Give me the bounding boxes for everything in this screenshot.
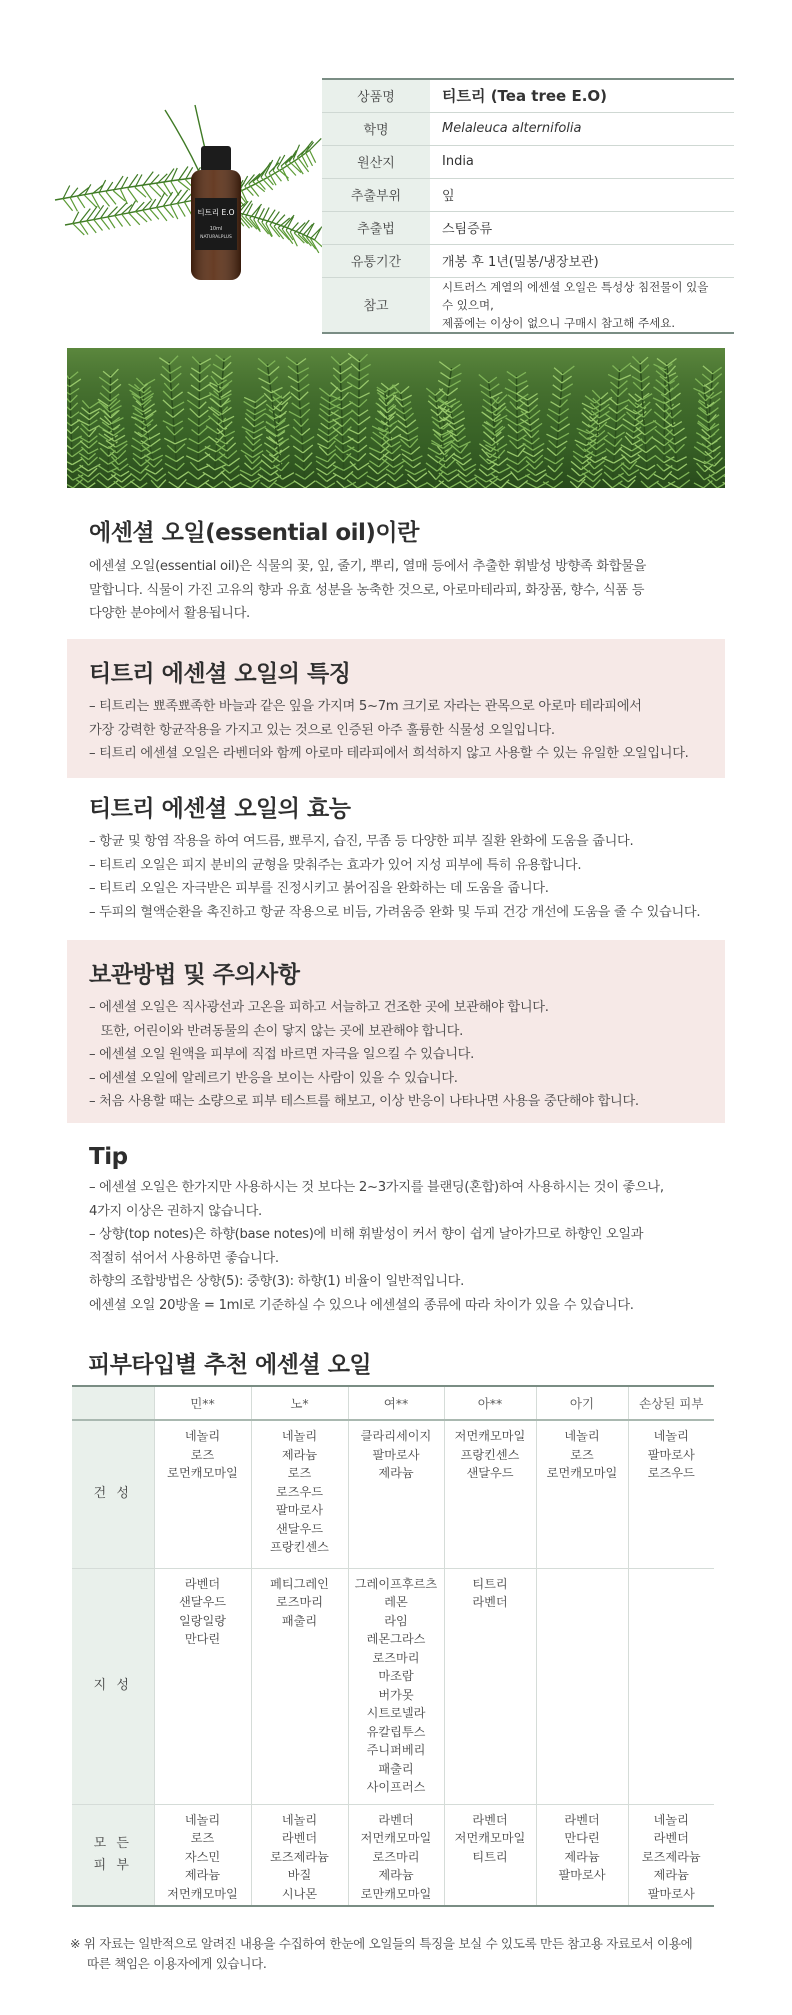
section-text-line: 하향의 조합방법은 상향(5): 중향(3): 하향(1) 비율이 일반적입니다. [89, 1274, 464, 1289]
oil-list-cell [536, 1804, 628, 1906]
info-label: 상품명 [322, 79, 430, 112]
oil-name: 제라늄 [378, 1868, 414, 1882]
oil-name: 일랑일랑 [178, 1613, 227, 1628]
bottle-label-name: 티트리 E.O [197, 208, 235, 217]
needle [301, 155, 307, 168]
oil-name: 프랑킨센스 [270, 1540, 329, 1554]
section-title: 티트리 에센셜 오일의 특징 [89, 661, 351, 687]
needle [121, 190, 128, 204]
info-value: 잎 [430, 178, 734, 211]
column-header: 민** [154, 1386, 251, 1420]
needle [106, 192, 116, 204]
needle [128, 189, 138, 203]
oil-list-cell [536, 1568, 628, 1804]
needle [85, 195, 97, 207]
section-text-line: – 상향(top notes)은 하향(base notes)에 비해 휘발성이 커서 향이 쉽게 날아가므로 하향인 오일과 [89, 1227, 644, 1242]
oil-name: 저먼캐모마일 [454, 1429, 526, 1443]
oil-list-cell [251, 1420, 348, 1568]
oil-name: 티트리 [472, 1849, 508, 1864]
info-row-shelf-life [322, 244, 734, 277]
needle [290, 232, 297, 246]
oil-name: 제라늄 [378, 1466, 414, 1480]
oil-name: 네놀리 [184, 1812, 221, 1827]
section-text-line: – 티트리는 뾰족뾰족한 바늘과 같은 잎을 가지며 5~7m 크기로 자라는 관목으로 아로마 테라피에서 [89, 699, 642, 714]
oil-name: 네놀리 [184, 1429, 221, 1443]
info-row-product-name [322, 79, 734, 112]
needle [265, 160, 273, 175]
oil-list-cell [536, 1420, 628, 1568]
needle [87, 221, 97, 233]
oil-name: 로즈우드 [275, 1484, 324, 1499]
row-header-cell [72, 1420, 154, 1568]
oil-name: 로즈 [190, 1447, 215, 1462]
oil-name: 팔마로사 [372, 1447, 420, 1462]
info-value: 개봉 후 1년(밀봉/냉장보관) [430, 244, 734, 277]
note-line: 제품에는 이상이 없으니 구매시 참고해 주세요. [442, 315, 676, 330]
needle [108, 217, 115, 228]
section-title: 티트리 에센셜 오일의 효능 [89, 796, 351, 822]
needle [311, 229, 321, 239]
section-text-line: 또한, 어린이와 반려동물의 손이 닿지 않는 곳에 보관해야 합니다. [89, 1023, 464, 1039]
oil-list-cell [154, 1568, 251, 1804]
info-label: 추출법 [322, 211, 430, 244]
info-row-extraction-method [322, 211, 734, 244]
info-row-origin [322, 145, 734, 178]
oil-name: 라임 [384, 1613, 408, 1628]
oil-name: 샌달우드 [275, 1521, 324, 1536]
section-text-line: – 에센셜 오일에 알레르기 반응을 보이는 사람이 있을 수 있습니다. [89, 1070, 458, 1086]
oil-name: 패출리 [281, 1613, 318, 1628]
oil-name: 로즈마리 [275, 1595, 324, 1609]
needle [149, 209, 158, 220]
oil-name: 로먼캐모마일 [167, 1466, 238, 1480]
oil-name: 제라늄 [653, 1868, 689, 1882]
oil-name: 로즈 [570, 1447, 594, 1462]
oil-name: 저먼캐모마일 [454, 1831, 526, 1845]
section-text-line: 적절히 섞어서 사용하면 좋습니다. [89, 1250, 279, 1266]
section-storage [67, 940, 725, 1123]
skin-type-table [72, 1385, 714, 1907]
oil-name: 네놀리 [653, 1429, 689, 1443]
oil-name: 라벤더 [653, 1831, 689, 1845]
row-header-label: 지 성 [93, 1678, 132, 1693]
oil-name: 로즈마리 [372, 1650, 420, 1665]
oil-name: 레몬 [384, 1595, 408, 1609]
section-features [67, 639, 725, 778]
oil-list-cell [444, 1568, 536, 1804]
oil-name: 라벤더 [184, 1576, 221, 1591]
oil-name: 네놀리 [281, 1812, 318, 1827]
info-row-extraction-part [322, 178, 734, 211]
oil-list-cell [628, 1420, 714, 1568]
oil-name: 네놀리 [564, 1429, 600, 1443]
section-text-line: 4가지 이상은 권하지 않습니다. [89, 1203, 262, 1219]
oil-name: 바질 [287, 1868, 312, 1882]
oil-name: 네놀리 [653, 1812, 689, 1827]
oil-list-cell [348, 1568, 444, 1804]
oil-name: 제라늄 [281, 1447, 318, 1462]
oil-list-cell [154, 1804, 251, 1906]
column-header: 손상된 피부 [628, 1386, 714, 1420]
oil-list-cell [348, 1804, 444, 1906]
oil-name: 클라리세이지 [360, 1429, 432, 1443]
needle [142, 186, 152, 200]
oil-name: 시나몬 [281, 1886, 318, 1901]
section-title: 에센셜 오일(essential oil)이란 [89, 520, 419, 546]
section-title: Tip [89, 1144, 128, 1170]
needle [80, 222, 88, 234]
oil-list-cell [348, 1420, 444, 1568]
tea-tree-banner-image [67, 348, 725, 488]
oil-name: 자스민 [184, 1849, 221, 1864]
skin-type-row [72, 1804, 714, 1906]
oil-name: 라벤더 [564, 1812, 600, 1827]
oil-name: 라벤더 [281, 1831, 318, 1845]
oil-name: 제라늄 [184, 1868, 221, 1882]
column-header: 아기 [536, 1386, 628, 1420]
oil-list-cell [251, 1804, 348, 1906]
oil-name: 티트리 [472, 1576, 508, 1591]
needle [293, 145, 299, 160]
column-header: 아** [444, 1386, 536, 1420]
oil-name: 로만캐모마일 [360, 1886, 432, 1901]
oil-name: 로즈우드 [647, 1466, 695, 1480]
oil-list-cell [444, 1804, 536, 1906]
oil-name: 마조람 [378, 1669, 414, 1683]
info-label: 참고 [322, 277, 430, 333]
row-header-label: 모 든 [93, 1835, 132, 1851]
skin-table-title: 피부타입별 추천 에센셜 오일 [88, 1352, 372, 1378]
skin-table-body [72, 1420, 714, 1906]
column-header: 여** [348, 1386, 444, 1420]
oil-name: 팔마로사 [647, 1886, 695, 1901]
oil-list-cell [251, 1568, 348, 1804]
oil-name: 페티그레인 [270, 1576, 329, 1591]
bottle-label-volume: 10ml [209, 226, 223, 232]
oil-name: 그레이프후르츠 [354, 1576, 438, 1591]
section-text-line: – 티트리 오일은 자극받은 피부를 진정시키고 붉어짐을 완화하는 데 도움을 줍니다. [89, 881, 549, 896]
needle [177, 203, 185, 216]
footnote-line: ※ 위 자료는 일반적으로 알려진 내용을 수집하여 한눈에 오일들의 특징을 보실 수 있도록 만든 참고용 자료로서 이용에 [70, 1936, 693, 1951]
section-text-line: 에센셜 오일(essential oil)은 식물의 꽃, 잎, 줄기, 뿌리, 열매 등에서 추출한 휘발성 방향족 화합물을 [89, 559, 647, 574]
info-value: India [430, 145, 734, 178]
bottle-label-brand: NATURALPLUS [200, 235, 232, 240]
section-text-line: – 처음 사용할 때는 소량으로 피부 테스트를 해보고, 이상 반응이 나타나면 사용을 중단해야 합니다. [89, 1094, 639, 1109]
needle [129, 213, 140, 225]
oil-name: 로즈마리 [372, 1849, 420, 1864]
oil-list-cell [444, 1420, 536, 1568]
oil-name: 시트로넬라 [366, 1706, 426, 1720]
info-label: 유통기간 [322, 244, 430, 277]
oil-name: 저먼캐모마일 [360, 1831, 432, 1845]
needle [170, 205, 177, 219]
note-line: 시트러스 계열의 에센셜 오일은 특성상 침전물이 있을 수 있으며, [442, 279, 709, 312]
section-text-line: 다양한 분야에서 활용됩니다. [89, 606, 250, 621]
section-title: 보관방법 및 주의사항 [89, 962, 300, 988]
info-label: 학명 [322, 112, 430, 145]
skin-type-row [72, 1420, 714, 1568]
product-photo [45, 90, 325, 290]
skin-table-header-row [72, 1386, 714, 1420]
oil-name: 레몬그라스 [366, 1632, 426, 1646]
section-benefits [67, 786, 725, 926]
oil-name: 팔마로사 [558, 1868, 606, 1882]
section-tip [67, 1140, 725, 1330]
oil-list-cell [628, 1804, 714, 1906]
info-value [430, 277, 734, 333]
section-text-line: – 티트리 오일은 피지 분비의 균형을 맞춰주는 효과가 있어 지성 피부에 특히 유용합니다. [89, 857, 582, 873]
section-text-line: – 에센셜 오일은 직사광선과 고온을 피하고 서늘하고 건조한 곳에 보관해야 합니다. [89, 1000, 549, 1015]
oil-name: 프랑킨센스 [460, 1447, 520, 1462]
needle [73, 212, 79, 224]
oil-name: 라벤더 [472, 1812, 508, 1827]
footnote-line: 따른 책임은 이용자에게 있습니다. [87, 1956, 267, 1971]
oil-list-cell [628, 1568, 714, 1804]
needle [261, 177, 273, 190]
oil-name: 로즈 [190, 1831, 215, 1845]
info-value: Melaleuca alternifolia [430, 112, 734, 145]
oil-name: 로즈 [287, 1466, 312, 1480]
oil-name: 제라늄 [564, 1849, 600, 1864]
oil-name: 만다린 [184, 1632, 221, 1646]
row-header-label: 피 부 [93, 1857, 132, 1873]
needle [101, 218, 110, 229]
row-header-cell [72, 1804, 154, 1906]
oil-name: 네놀리 [281, 1429, 318, 1443]
section-essential-oil [67, 508, 725, 620]
section-text-line: – 티트리 에센셜 오일은 라벤더와 함께 아로마 테라피에서 희석하지 않고 사용할 수 있는 유일한 오일입니다. [89, 746, 689, 761]
skin-type-row [72, 1568, 714, 1804]
oil-name: 만다린 [564, 1831, 600, 1845]
oil-name: 샌달우드 [178, 1595, 227, 1609]
needle [94, 219, 103, 230]
column-header: 노* [251, 1386, 348, 1420]
section-text-line: 말합니다. 식물이 가진 고유의 향과 유효 성분을 농축한 것으로, 아로마테라피, 화장품, 향수, 식품 등 [89, 582, 645, 598]
oil-name: 로즈제라늄 [641, 1849, 701, 1864]
oil-name: 패출리 [378, 1761, 414, 1776]
section-text-line: – 두피의 혈액순환을 촉진하고 항균 작용으로 비듬, 가려움증 완화 및 두피 건강 개선에 도움을 줄 수 있습니다. [89, 904, 701, 920]
row-header-label: 건 성 [93, 1486, 132, 1502]
info-value: 스팀증류 [430, 211, 734, 244]
oil-name: 샌달우드 [466, 1466, 514, 1480]
oil-bottle [191, 146, 241, 280]
oil-name: 버가못 [378, 1687, 414, 1702]
disclaimer-footnote [70, 1934, 730, 1974]
section-text-line: – 에센셜 오일 원액을 피부에 직접 바르면 자극을 일으킬 수 있습니다. [89, 1047, 474, 1062]
section-text-line: 에센셜 오일 20방울 = 1ml로 기준하실 수 있으나 에센셜의 종류에 따라 차이가 있을 수 있습니다. [89, 1297, 634, 1313]
needle [115, 215, 123, 226]
oil-name: 로먼캐모마일 [546, 1466, 618, 1480]
header-corner-cell [72, 1386, 154, 1420]
info-row-scientific-name [322, 112, 734, 145]
oil-name: 팔마로사 [275, 1503, 324, 1517]
info-label: 원산지 [322, 145, 430, 178]
oil-name: 유칼립투스 [366, 1724, 426, 1739]
needle [73, 224, 85, 235]
oil-name: 주니퍼베리 [366, 1743, 426, 1757]
oil-name: 라벤더 [378, 1812, 414, 1827]
needle [122, 214, 131, 226]
section-text-line: – 항균 및 항염 작용을 하여 여드름, 뾰루지, 습진, 무좀 등 다양한 피부 질환 완화에 도움을 줍니다. [89, 834, 634, 849]
oil-name: 라벤더 [472, 1595, 508, 1609]
oil-name: 저먼캐모마일 [167, 1886, 238, 1901]
needle [77, 197, 84, 208]
oil-name: 팔마로사 [647, 1447, 695, 1462]
section-text-line: – 에센셜 오일은 한가지만 사용하시는 것 보다는 2~3가지를 블랜딩(혼합)하여 사용하시는 것이 좋으나, [89, 1180, 664, 1195]
product-info-table [322, 78, 734, 334]
info-label: 추출부위 [322, 178, 430, 211]
oil-list-cell [154, 1420, 251, 1568]
oil-name: 사이프러스 [366, 1780, 426, 1794]
oil-name: 로즈제라늄 [270, 1849, 329, 1864]
row-header-cell [72, 1568, 154, 1804]
info-row-note [322, 277, 734, 333]
info-value: 티트리 (Tea tree E.O) [430, 79, 734, 112]
section-text-line: 가장 강력한 항균작용을 가지고 있는 것으로 인증된 아주 훌륭한 식물성 오일입니다. [89, 722, 555, 738]
